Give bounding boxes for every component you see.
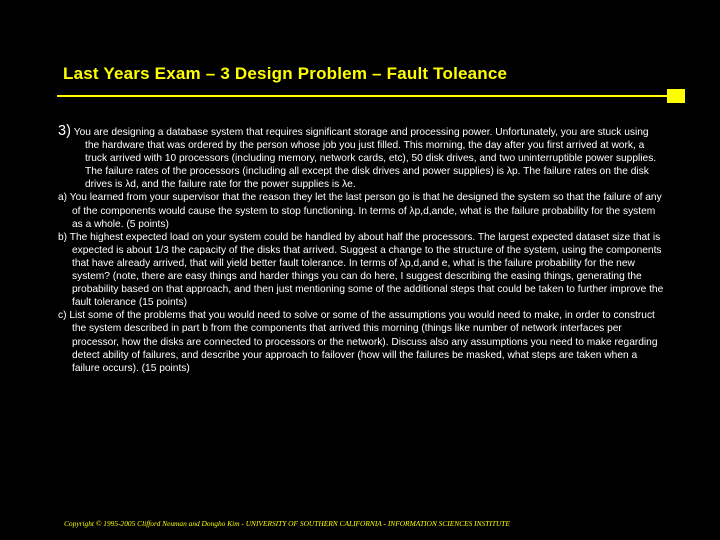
question-number: 3) bbox=[58, 123, 71, 139]
part-text: The highest expected load on your system could be handled by about half the processors. The largest expected dataset size that is expected is about 1/3 the capacity of the disks that arrived. Suggest a change to the structure of the system, using the components that have already arrived, that will yield better fault tolerance. In terms of λp,d,and e, what is the failure probability for the new system? (note, there are easy things and harder things you can do here, I suggest describing the easing things, generating the probability based on that approach, and then just mentioning some of the additional steps that could be taken to further improve the fault tolerance (15 points) bbox=[69, 231, 664, 309]
part-text: You learned from your supervisor that the reason they let the last person go is that he designed the system so that the failure of any of the components would cause the system to stop functioning. In terms of λp,d,ande, what is the failure probability for the system as a whole. (5 points) bbox=[69, 192, 662, 230]
title-underline bbox=[57, 95, 667, 97]
copyright-footer: Copyright © 1995-2005 Clifford Neuman and Dongho Kim - UNIVERSITY OF SOUTHERN CALIFORNIA - INFORMATION SCIENCES INSTITUTE bbox=[64, 519, 510, 528]
part-label: c) bbox=[58, 310, 67, 322]
part-a bbox=[58, 191, 664, 230]
part-label: b) bbox=[58, 231, 68, 243]
question-text: You are designing a database system that requires significant storage and processing power. Unfortunately, you are stuck using the hardware that was ordered by the person whose job you just filled. This morning, the day after you first arrived at work, a truck arrived with 10 processors (including memory, network cards, etc), 50 disk drives, and two uninterruptible power supplies. The failure rates of the processors (including all except the disk drives and power supplies) is λp. The failure rates on the disk drives is λd, and the failure rate for the power supplies is λe. bbox=[73, 127, 657, 191]
slide-title: Last Years Exam – 3 Design Problem – Fault Toleance bbox=[63, 64, 508, 83]
title-underline-end-block bbox=[667, 89, 685, 103]
part-text: List some of the problems that you would need to solve or some of the assumptions you would need to make, in order to construct the system described in part b from the components that arrived this morning (things like number of network interfaces per processor, how the disks are connected to processors or the network). Discuss also any assumptions you need to make regarding detect ability of failures, and describe your approach to failover (how will the failures be masked, what steps are taken when a failure occurs). (15 points) bbox=[69, 310, 658, 374]
part-label: a) bbox=[58, 192, 68, 204]
question-3 bbox=[58, 125, 664, 191]
slide-body bbox=[58, 125, 664, 375]
part-b bbox=[58, 231, 664, 310]
part-c bbox=[58, 309, 664, 374]
